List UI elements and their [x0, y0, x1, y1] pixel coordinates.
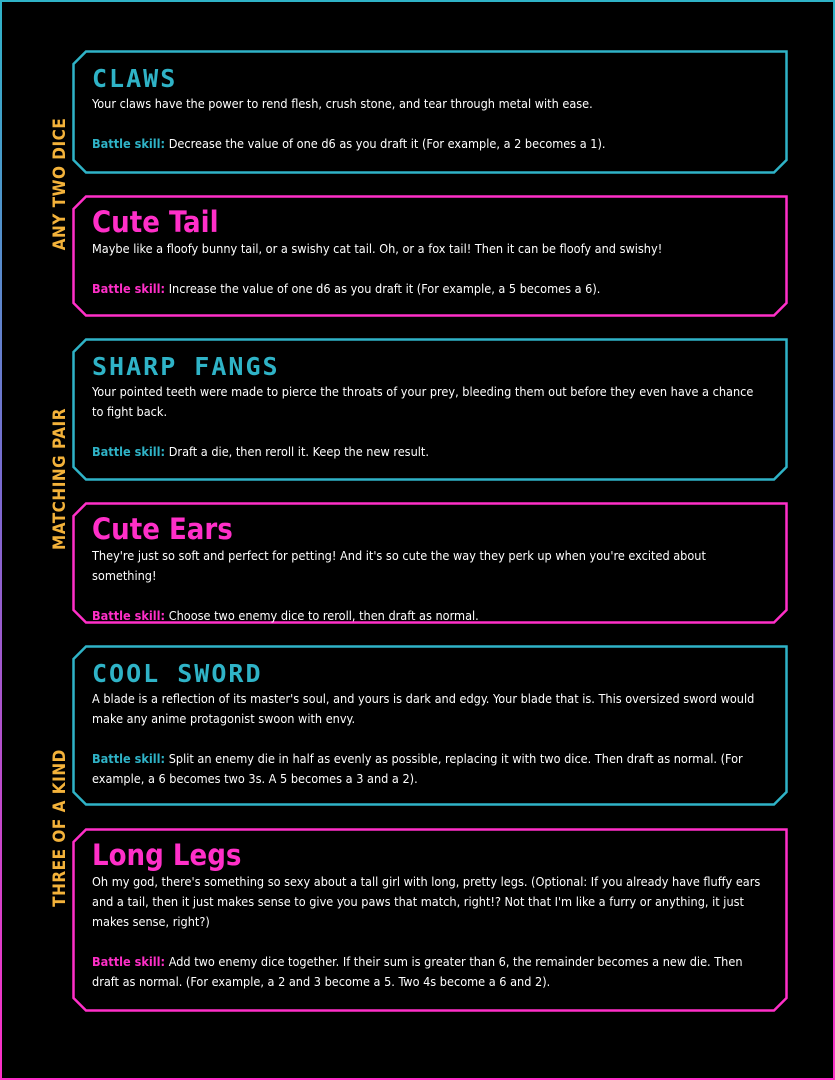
- battle-skill-label: Battle skill:: [92, 608, 166, 624]
- card-title: SHARP FANGS: [92, 352, 280, 381]
- battle-skill-label: Battle skill:: [92, 954, 166, 970]
- battle-skill-label: Battle skill:: [92, 751, 166, 767]
- battle-skill: [92, 279, 766, 299]
- card-cute-ears: [72, 502, 788, 624]
- battle-skill: [92, 442, 766, 462]
- card-claws: [72, 50, 788, 174]
- battle-skill: [92, 606, 766, 626]
- card-description: Oh my god, there's something so sexy about a tall girl with long, pretty legs. (Optional: If you already have fluffy ears and a tail, then it just makes sense to give you paws that match, right!? Not that I'm like a furry or anything, it just makes sense, right?): [92, 874, 761, 930]
- card-description: Your claws have the power to rend flesh, crush stone, and tear through metal with ease.: [92, 96, 593, 112]
- card-description: They're just so soft and perfect for petting! And it's so cute the way they perk up when you're excited about something!: [92, 548, 706, 584]
- card-description: Your pointed teeth were made to pierce the throats of your prey, bleeding them out before they even have a chance to fight back.: [92, 384, 754, 420]
- battle-skill-label: Battle skill:: [92, 281, 166, 297]
- card-title: COOL SWORD: [92, 659, 263, 688]
- card-cute-tail: [72, 195, 788, 317]
- group-label-matching-pair: MATCHING PAIR: [50, 407, 70, 551]
- card-title: Long Legs: [92, 838, 242, 872]
- battle-skill-text: Draft a die, then reroll it. Keep the new result.: [168, 444, 429, 460]
- card-title: CLAWS: [92, 64, 178, 93]
- battle-skill: [92, 749, 766, 789]
- card-title: Cute Ears: [92, 512, 233, 546]
- battle-skill-text: Add two enemy dice together. If their sum is greater than 6, the remainder becomes a new die. Then draft as normal. (For example, a 2 and 3 become a 5. Two 4s become a 6 and 2).: [92, 954, 743, 990]
- card-description: Maybe like a floofy bunny tail, or a swishy cat tail. Oh, or a fox tail! Then it can be floofy and swishy!: [92, 241, 663, 257]
- group-label-three-of-a-kind: THREE OF A KIND: [50, 749, 70, 907]
- battle-skill: [92, 134, 766, 154]
- battle-skill-label: Battle skill:: [92, 444, 166, 460]
- card-description: A blade is a reflection of its master's soul, and yours is dark and edgy. Your blade that is. This oversized sword would make any anime protagonist swoon with envy.: [92, 691, 755, 727]
- card-long-legs: [72, 828, 788, 1012]
- battle-skill-label: Battle skill:: [92, 136, 166, 152]
- battle-skill-text: Increase the value of one d6 as you draft it (For example, a 5 becomes a 6).: [168, 281, 601, 297]
- battle-skill-text: Split an enemy die in half as evenly as possible, replacing it with two dice. Then draft as normal. (For example, a 6 becomes two 3s. A 5 becomes a 3 and a 2).: [92, 751, 743, 787]
- card-cool-sword: [72, 645, 788, 806]
- battle-skill: [92, 952, 766, 992]
- battle-skill-text: Decrease the value of one d6 as you draft it (For example, a 2 becomes a 1).: [168, 136, 606, 152]
- group-label-any-two-dice: ANY TWO DICE: [50, 117, 70, 251]
- card-sharp-fangs: [72, 338, 788, 481]
- card-title: Cute Tail: [92, 205, 219, 239]
- battle-skill-text: Choose two enemy dice to reroll, then draft as normal.: [168, 608, 479, 624]
